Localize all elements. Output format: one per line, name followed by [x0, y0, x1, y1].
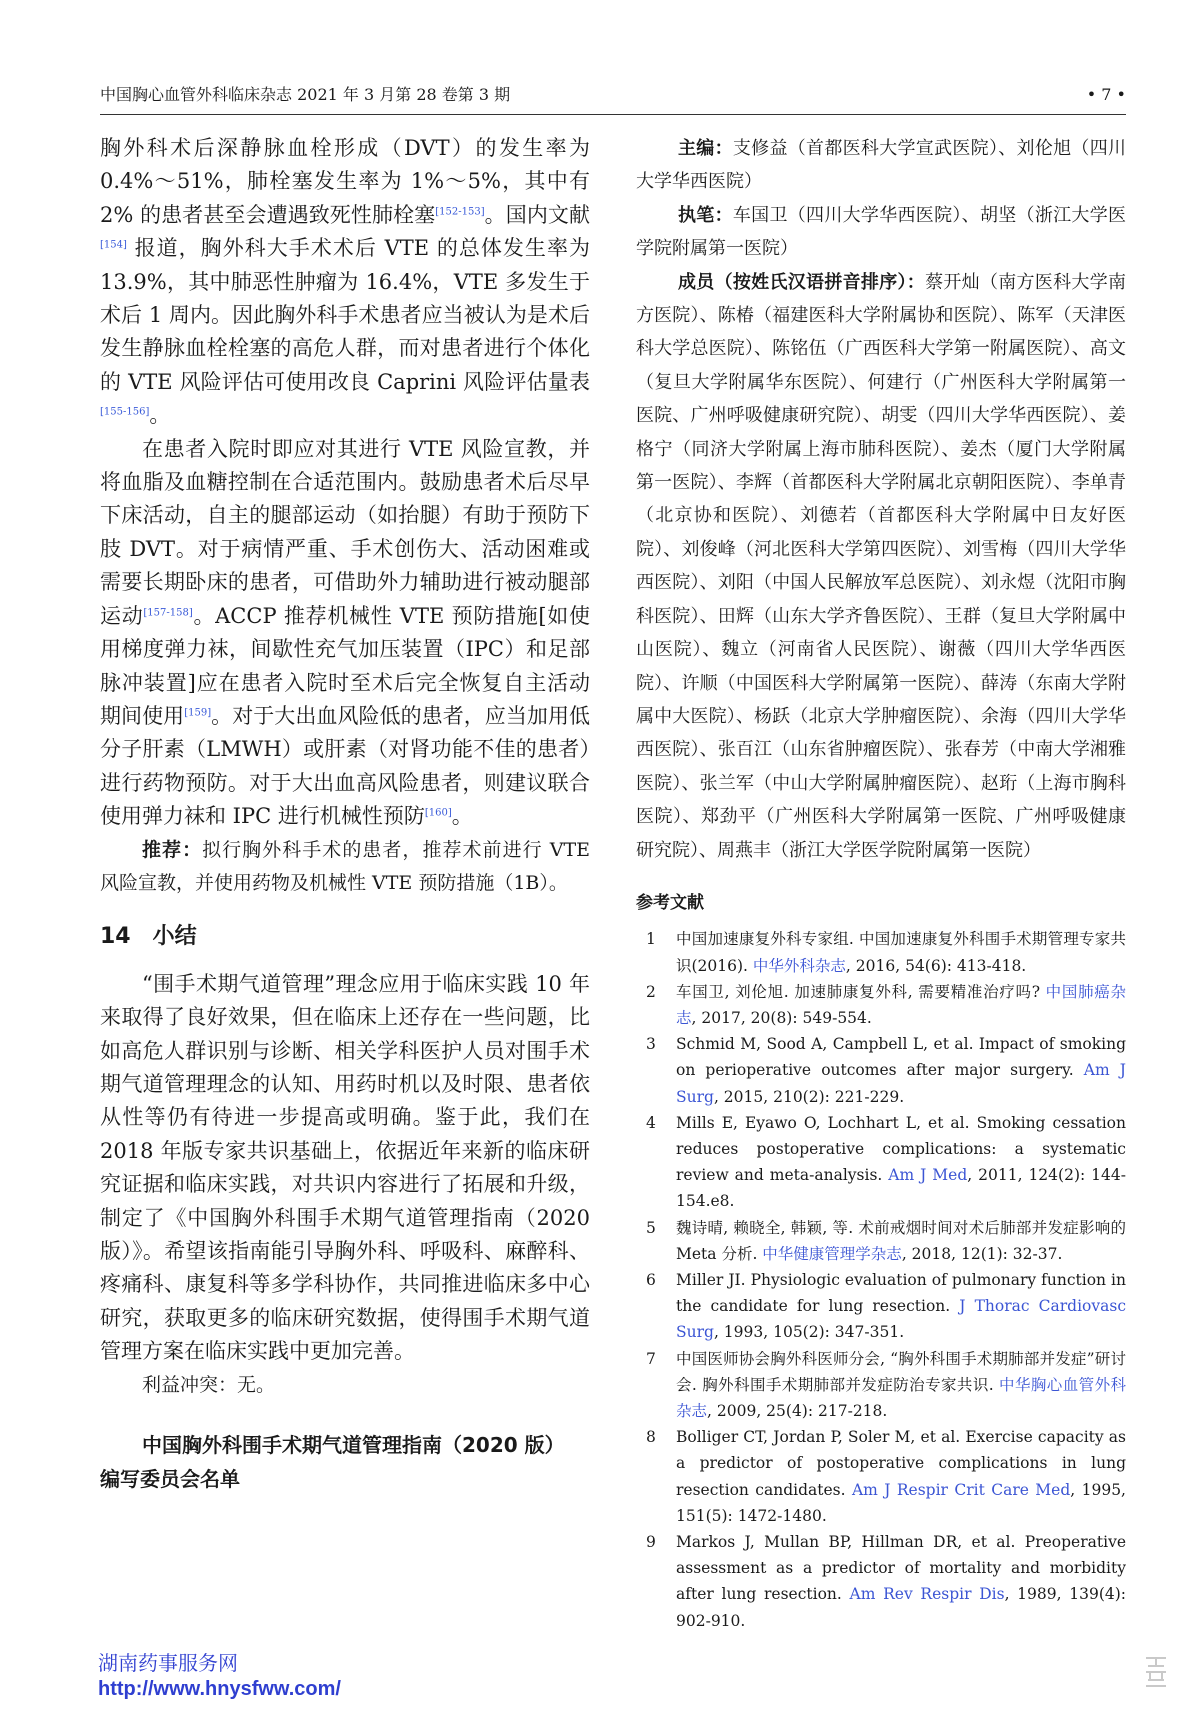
reference-number: 2 [646, 982, 656, 1001]
reference-details: , 2015, 210(2): 221-229. [713, 1087, 905, 1106]
reference-text: 中国医师协会胸外科医师分会, “胸外科围手术期肺部并发症”研讨会. 胸外科围手术期肺部并发症防治专家共识. [676, 1349, 1126, 1394]
journal-link[interactable]: Am J Surg [676, 1061, 1126, 1106]
section-heading: 14 小结 [100, 924, 197, 950]
reference-details: , 1995, 151(5): 1472-1480. [676, 1480, 1126, 1525]
reference-item [636, 1529, 1126, 1634]
journal-link[interactable]: Am Rev Respir Dis [849, 1585, 1005, 1604]
reference-details: , 2018, 12(1): 32-37. [901, 1244, 1063, 1263]
writers: 执笔：车国卫（四川大学华西医院）、胡坚（浙江大学医学院附属第一医院） [636, 204, 1126, 260]
summary-paragraph: “围手术期气道管理”理念应用于临床实践 10 年来取得了良好效果，但在临床上还存在一些问题，比如高危人群识别与诊断、相关学科医护人员对围手术期气道管理理念的认知、用药时机以及时限、患者依从性等仍有待进一步提高或明确。鉴于此，我们在 2018 年版专家共识基础上，依据近年来新的临床研究证据和临床实践，对共识内容进行了拓展和升级，制定了《中国胸外科围手术期气道管理指南（2020 版）》。希望该指南能引导胸外科、呼吸科、麻醉科、疼痛科、康复科等多学科协作，共同推进临床多中心研究，获取更多的临床研究数据，使得围手术期气道管理方案在临床实践中更加完善。 [100, 971, 590, 1364]
journal-link[interactable]: 中华健康管理学杂志 [762, 1244, 902, 1263]
reference-text: Bolliger CT, Jordan P, Soler M, et al. Exercise capacity as a predictor of postoperative complications in lung resection candidates. [676, 1428, 1126, 1499]
reference-number: 4 [646, 1113, 656, 1132]
reference-details: , 1993, 105(2): 347-351. [713, 1323, 905, 1342]
reference-item [636, 1031, 1126, 1110]
reference-text: Miller JI. Physiologic evaluation of pulmonary function in the candidate for lung resection. [676, 1270, 1126, 1316]
reference-list [636, 926, 1126, 1633]
paragraph-vte-prevention: 在患者入院时即应对其进行 VTE 风险宣教，并将血脂及血糖控制在合适范围内。鼓励患者术后尽早下床活动，自主的腿部运动（如抬腿）有助于预防下肢 DVT。对于病情严重、手术创伤大、活动困难或需要长期卧床的患者，可借助外力辅助进行被动腿部运动[157-158]。ACCP 推荐机械性 VTE 预防措施[如使用梯度弹力袜，间歇性充气加压装置（IPC）和足部脉冲装置]应在患者入院时至术后完全恢复自主活动期间使用[159]。对于大出血风险低的患者，应当加用低分子肝素（LMWH）或肝素（对肾功能不佳的患者）进行药物预防。对于大出血高风险患者，则建议联合使用弹力袜和 IPC 进行机械性预防[160]。 [100, 436, 590, 829]
reference-text: Mills E, Eyawo O, Lochhart L, et al. Smoking cessation reduces postoperative complications: a systematic review and meta-analysis. [676, 1113, 1126, 1185]
reference-item [636, 979, 1126, 1031]
watermark-url[interactable]: http://www.hnysfww.com/ [98, 1678, 341, 1700]
page-header [100, 84, 1126, 115]
citation-link[interactable]: [152-153] [435, 206, 485, 218]
watermark [98, 1650, 341, 1702]
watermark-site-name: 湖南药事服务网 [98, 1651, 238, 1675]
reference-details: , 2009, 25(4): 217-218. [707, 1402, 888, 1420]
reference-text: 车国卫, 刘伦旭. 加速肺康复外科, 需要精准治疗吗? [676, 982, 1046, 1001]
publisher-logo-icon [1142, 1654, 1170, 1690]
left-column [100, 132, 590, 1496]
reference-text: Markos J, Mullan BP, Hillman DR, et al. Preoperative assessment as a predictor of mortality and morbidity after lung resection. [676, 1533, 1126, 1604]
reference-item [636, 1267, 1126, 1346]
reference-number: 9 [646, 1533, 656, 1552]
reference-text: Schmid M, Sood A, Campbell L, et al. Impact of smoking on perioperative outcomes after major surgery. [676, 1035, 1126, 1080]
reference-number: 1 [646, 930, 656, 949]
reference-number: 6 [646, 1270, 656, 1289]
journal-link[interactable]: J Thorac Cardiovasc Surg [676, 1297, 1126, 1342]
journal-header: 中国胸心血管外科临床杂志 2021 年 3 月第 28 卷第 3 期 [100, 85, 511, 104]
reference-item [636, 926, 1126, 978]
reference-number: 7 [646, 1349, 656, 1368]
committee-heading: 中国胸外科围手术期气道管理指南（2020 版） 编写委员会名单 [100, 1433, 565, 1492]
references-heading: 参考文献 [636, 892, 704, 913]
journal-link[interactable]: 中国肺癌杂志 [676, 982, 1126, 1027]
chief-editors: 主编：支修益（首都医科大学宣武医院）、刘伦旭（四川大学华西医院） [636, 138, 1126, 193]
journal-link[interactable]: Am J Med [888, 1166, 968, 1185]
citation-link[interactable]: [155-156] [100, 406, 150, 418]
reference-text: 中国加速康复外科专家组. 中国加速康复外科围手术期管理专家共识(2016). [676, 930, 1126, 975]
paragraph-vte-incidence: 胸外科术后深静脉血栓形成（DVT）的发生率为 0.4%～51%，肺栓塞发生率为 1%～5%，其中有 2% 的患者甚至会遭遇致死性肺栓塞[152-153]。国内文献[154] 报道，胸外科大手术术后 VTE 的总体发生率为 13.9%，其中肺恶性肿瘤为 16.4%，VTE 多发生于术后 1 周内。因此胸外科手术患者应当被认为是术后发生静脉血栓栓塞的高危人群，而对患者进行个体化的 VTE 风险评估可使用改良 Caprini 风险评估量表[155-156]。 [100, 136, 591, 428]
journal-link[interactable]: Am J Respir Crit Care Med [851, 1480, 1071, 1499]
right-column [636, 132, 1126, 1634]
journal-link[interactable]: 中华外科杂志 [752, 956, 846, 975]
reference-item [636, 1346, 1126, 1425]
reference-details: , 2011, 124(2): 144-154.e8. [676, 1166, 1126, 1211]
reference-item [636, 1424, 1126, 1529]
citation-link[interactable]: [159] [184, 707, 212, 719]
page-number: • 7 • [1086, 85, 1126, 104]
reference-number: 3 [646, 1035, 656, 1054]
recommendation [100, 834, 590, 901]
citation-link[interactable]: [157-158] [143, 607, 193, 619]
reference-item [636, 1110, 1126, 1215]
journal-link[interactable]: 中华胸心血管外科杂志 [676, 1375, 1126, 1420]
reference-item [636, 1215, 1126, 1267]
citation-link[interactable]: [154] [100, 239, 127, 251]
reference-number: 5 [646, 1218, 656, 1237]
recommendation-label: 推荐： [142, 838, 203, 861]
committee-members: 成员（按姓氏汉语拼音排序）：蔡开灿（南方医科大学南方医院）、陈椿（福建医科大学附属协和医院）、陈军（天津医科大学总医院）、陈铭伍（广西医科大学第一附属医院）、高文（复旦大学附属华东医院）、何建行（广州医科大学附属第一医院、广州呼吸健康研究院）、胡雯（四川大学华西医院）、姜格宁（同济大学附属上海市肺科医院）、姜杰（厦门大学附属第一医院）、李辉（首都医科大学附属北京朝阳医院）、李单青（北京协和医院）、刘德若（首都医科大学附属中日友好医院）、刘俊峰（河北医科大学第四医院）、刘雪梅（四川大学华西医院）、刘阳（中国人民解放军总医院）、刘永煜（沈阳市胸科医院）、田辉（山东大学齐鲁医院）、王群（复旦大学附属中山医院）、魏立（河南省人民医院）、谢薇（四川大学华西医院）、许顺（中国医科大学附属第一医院）、薛涛（东南大学附属中大医院）、杨跃（北京大学肿瘤医院）、余海（四川大学华西医院）、张百江（山东省肿瘤医院）、张春芳（中南大学湘雅医院）、张兰军（中山大学附属肿瘤医院）、赵珩（上海市胸科医院）、郑劲平（广州医科大学附属第一医院、广州呼吸健康研究院）、周燕丰（浙江大学医学院附属第一医院） [636, 271, 1127, 861]
conflict-statement: 利益冲突：无。 [142, 1373, 276, 1396]
reference-details: , 2017, 20(8): 549-554. [691, 1008, 872, 1027]
recommendation-text: 拟行胸外科手术的患者，推荐术前进行 VTE 风险宣教，并使用药物及机械性 VTE 预防措施（1B）。 [100, 838, 590, 894]
reference-details: , 1989, 139(4): 902-910. [676, 1585, 1127, 1630]
citation-link[interactable]: [160] [424, 807, 452, 819]
reference-number: 8 [646, 1428, 656, 1447]
reference-text: 魏诗晴, 赖晓全, 韩颖, 等. 术前戒烟时间对术后肺部并发症影响的 Meta 分析. [676, 1218, 1126, 1263]
reference-details: , 2016, 54(6): 413-418. [845, 956, 1027, 975]
